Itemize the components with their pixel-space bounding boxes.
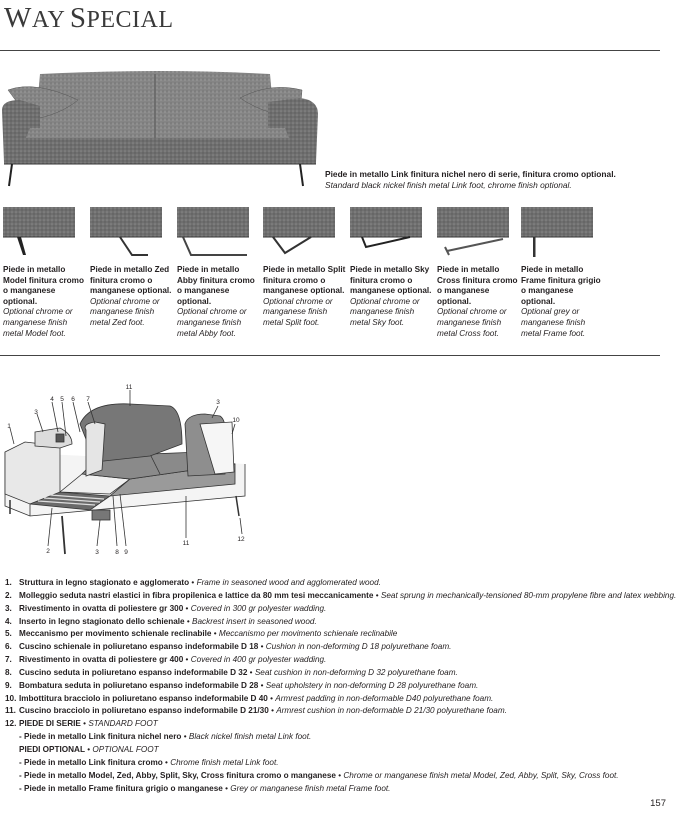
spec-item: 10. Imbottitura bracciolo in poliuretano espanso indeformabile D 40 • Armrest padding in non-deformable D40 polyurethane foam. [5,693,494,703]
foot-cross-image [437,207,509,257]
spec-item: 5. Meccanismo per movimento schienale reclinabile • Meccanismo per movimento schienale reclinabile [5,629,398,639]
diagram-label-1: 1 [7,423,11,430]
spec-subitem: - Piede in metallo Model, Zed, Abby, Split, Sky, Cross finitura cromo o manganese • Chrome or manganese finish metal Model, Zed, Abby, Split, Sky, Cross foot. [19,770,619,780]
diagram-label-12: 12 [237,536,245,543]
standard-foot-caption: Piede in metallo Link finitura nichel nero di serie, finitura cromo optional. Standard black nickel finish metal Link foot, chrome finish optional. [325,169,616,190]
spec-item: 1. Struttura in legno stagionato e agglomerato • Frame in seasoned wood and agglomerated wood. [5,578,381,587]
diagram-label-2: 2 [46,548,50,555]
spec-item: 4. Inserto in legno stagionato dello schienale • Backrest insert in seasoned wood. [5,616,317,626]
construction-diagram [0,384,260,562]
foot-split-image [263,207,335,257]
diagram-label-3b: 3 [95,549,99,556]
foot-zed-caption: Piede in metallo Zed finitura cromo o manganese optional. Optional chrome or manganese finish metal Zed foot. [90,265,172,327]
page-title: WAY SPECIAL [4,2,174,34]
spec-item: 6. Cuscino schienale in poliuretano espanso indeformabile D 18 • Cushion in non-deforming D 18 polyurethane foam. [5,642,452,652]
spec-subitem: - Piede in metallo Frame finitura grigio o manganese • Grey or manganese finish metal Frame foot. [19,783,391,793]
foot-abby-caption: Piede in metallo Abby finitura cromo o manganese optional. Optional chrome or manganese finish metal Abby foot. [177,265,255,338]
foot-split-caption: Piede in metallo Split finitura cromo o manganese optional. Optional chrome or manganese finish metal Split foot. [263,265,346,327]
diagram-label-10: 10 [232,417,240,424]
foot-cross-caption: Piede in metallo Cross finitura cromo o manganese optional. Optional chrome or manganese finish metal Cross foot. [437,265,518,338]
foot-frame-caption: Piede in metallo Frame finitura grigio o manganese optional. Optional grey or manganese finish metal Frame foot. [521,265,601,338]
spec-item: 9. Bombatura seduta in poliuretano espanso indeformabile D 28 • Seat upholstery in non-deforming D 28 polyurethane foam. [5,680,479,690]
diagram-label-8: 8 [115,549,119,556]
foot-abby-image [177,207,249,257]
page-number: 157 [650,798,666,809]
spec-item: 3. Rivestimento in ovatta di poliestere gr 300 • Covered in 300 gr polyester wadding. [5,603,327,613]
spec-item: 11. Cuscino bracciolo in poliuretano espanso indeformabile D 21/30 • Armrest cushion in non-deformable D 21/30 polyurethane foam. [5,706,507,716]
spec-subitem: PIEDI OPTIONAL • OPTIONAL FOOT [19,744,159,754]
spec-item: 8. Cuscino seduta in poliuretano espanso indeformabile D 32 • Seat cushion in non-deforming D 32 polyurethane foam. [5,667,458,677]
diagram-label-11a: 11 [125,384,133,391]
header-rule [0,50,660,51]
spec-subitem: - Piede in metallo Link finitura nichel nero • Black nickel finish metal Link foot. [19,732,312,742]
foot-model-image [3,207,75,257]
diagram-label-5: 5 [60,396,64,403]
spec-subitem: - Piede in metallo Link finitura cromo • Chrome finish metal Link foot. [19,757,279,767]
foot-model-caption: Piede in metallo Model finitura cromo o manganese optional. Optional chrome or manganese finish metal Model foot. [3,265,84,338]
spec-item: 7. Rivestimento in ovatta di poliestere gr 400 • Covered in 400 gr polyester wadding. [5,655,327,665]
diagram-label-7: 7 [86,396,90,403]
foot-sky-image [350,207,422,257]
foot-zed-image [90,207,162,257]
specifications-list [5,577,676,795]
spec-item: 12. PIEDE DI SERIE • STANDARD FOOT [5,719,158,729]
foot-frame-image [521,207,593,257]
diagram-label-4: 4 [50,396,54,403]
diagram-label-6: 6 [71,396,75,403]
foot-sky-caption: Piede in metallo Sky finitura cromo o manganese optional. Optional chrome or manganese finish metal Sky foot. [350,265,432,327]
sofa-photo [0,70,320,192]
diagram-label-11b: 11 [182,540,190,547]
diagram-label-3c: 3 [216,399,220,406]
diagram-label-9: 9 [124,549,128,556]
spec-item: 2. Molleggio seduta nastri elastici in fibra propilenica e lattice da 80 mm tesi meccanicamente • Seat sprung in mechanically-tensioned 80-mm propylene fibre and latex webbing. [5,590,676,600]
diagram-label-3a: 3 [34,409,38,416]
section-rule [0,355,660,356]
